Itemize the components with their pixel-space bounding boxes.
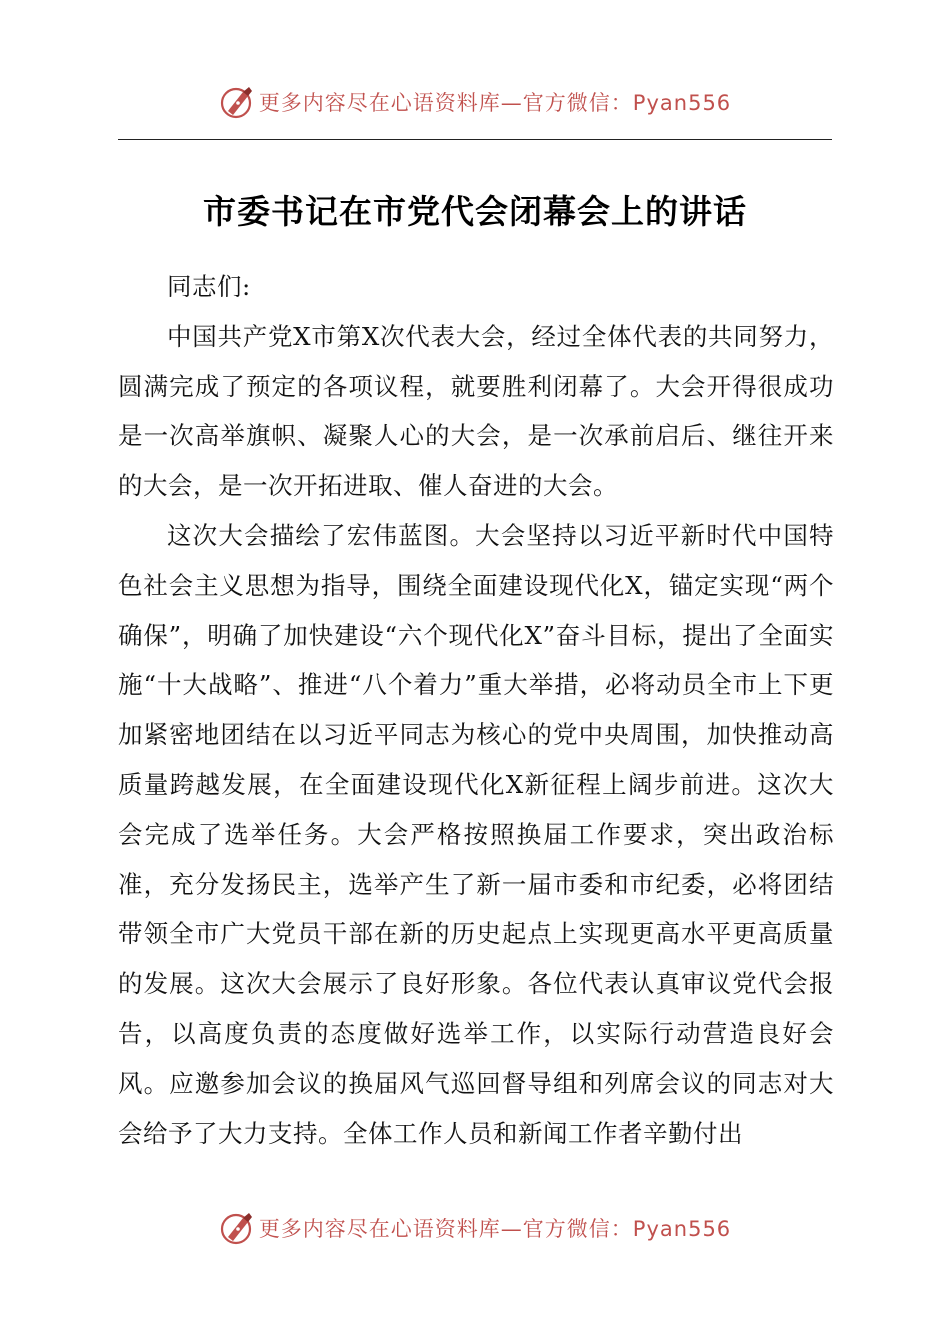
document-body [118, 262, 834, 1158]
pen-nib-logo-icon [219, 1210, 255, 1246]
paragraph-2: 这次大会描绘了宏伟蓝图。大会坚持以习近平新时代中国特色社会主义思想为指导，围绕全面建设现代化X，锚定实现“两个确保”，明确了加快建设“六个现代化X”奋斗目标，提出了全面实施“十大战略”、推进“八个着力”重大举措，必将动员全市上下更加紧密地团结在以习近平同志为核心的党中央周围，加快推动高质量跨越发展，在全面建设现代化X新征程上阔步前进。这次大会完成了选举任务。大会严格按照换届工作要求，突出政治标准，充分发扬民主，选举产生了新一届市委和市纪委，必将团结带领全市广大党员干部在新的历史起点上实现更高水平更高质量的发展。这次大会展示了良好形象。各位代表认真审议党代会报告，以高度负责的态度做好选举工作，以实际行动营造良好会风。应邀参加会议的换届风气巡回督导组和列席会议的同志对大会给予了大力支持。全体工作人员和新闻工作者辛勤付出 [118, 520, 834, 1148]
header-banner [0, 82, 950, 122]
footer-banner [0, 1208, 950, 1248]
pen-nib-logo-icon [219, 84, 255, 120]
document-title: 市委书记在市党代会闭幕会上的讲话 [203, 192, 747, 231]
greeting: 同志们: [167, 272, 251, 301]
paragraph-1: 中国共产党X市第X次代表大会，经过全体代表的共同努力，圆满完成了预定的各项议程，就要胜利闭幕了。大会开得很成功是一次高举旗帜、凝聚人心的大会，是一次承前启后、继往开来的大会，是一次开拓进取、催人奋进的大会。 [118, 321, 834, 501]
header-divider [118, 139, 832, 140]
footer-banner-text: 更多内容尽在心语资料库—官方微信：Pyan556 [258, 1217, 732, 1241]
header-banner-text: 更多内容尽在心语资料库—官方微信：Pyan556 [258, 91, 732, 115]
